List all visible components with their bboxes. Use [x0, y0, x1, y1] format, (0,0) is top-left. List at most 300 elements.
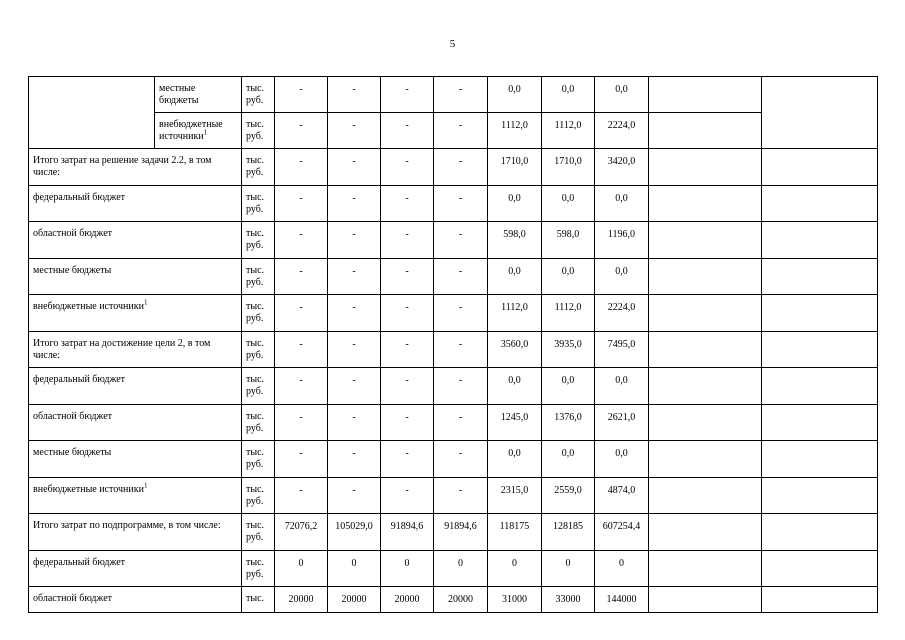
value-cell	[542, 514, 595, 551]
unit-cell-text: тыс. руб.	[246, 301, 265, 324]
value-cell-text: -	[299, 338, 303, 350]
value-cell-text: 0,0	[561, 375, 575, 386]
value-cell-text: -	[352, 338, 356, 350]
value-cell	[488, 295, 542, 332]
row-name-cell-text: федеральный бюджет	[33, 556, 126, 568]
unit-cell-text: тыс. руб.	[246, 410, 265, 434]
value-cell	[488, 441, 542, 478]
value-cell	[275, 368, 328, 405]
row-name-cell	[29, 441, 242, 478]
value-cell	[542, 368, 595, 405]
value-cell-text: 4874,0	[607, 484, 636, 496]
empty-cell	[762, 149, 878, 186]
value-cell-text: -	[299, 302, 303, 313]
value-cell	[595, 185, 649, 222]
value-cell	[595, 149, 649, 186]
value-cell-text: -	[299, 411, 303, 423]
value-cell	[488, 113, 542, 149]
value-cell	[381, 404, 434, 441]
footnote-marker: 1	[143, 298, 148, 307]
value-cell	[488, 514, 542, 551]
value-cell	[328, 587, 381, 613]
value-cell	[488, 185, 542, 222]
unit-cell	[242, 550, 275, 587]
unit-cell-text: тыс. руб.	[246, 264, 265, 288]
row-name-cell-text: внебюджетные источники	[33, 301, 144, 312]
row-name-cell-text: федеральный бюджет	[33, 191, 126, 203]
value-cell	[488, 258, 542, 295]
empty-cell	[649, 295, 762, 332]
unit-cell	[242, 113, 275, 149]
value-cell	[542, 550, 595, 587]
value-cell	[434, 295, 488, 332]
value-cell-text: -	[405, 484, 409, 496]
value-cell-text: 1112,0	[554, 302, 582, 313]
row-name-cell	[29, 587, 242, 613]
value-cell	[275, 185, 328, 222]
unit-cell	[242, 258, 275, 295]
row-name-cell-text: местные бюджеты	[159, 83, 199, 106]
budget-table	[28, 76, 878, 613]
value-cell-text: 598,0	[556, 229, 580, 240]
row-name-cell-text: федеральный бюджет	[33, 374, 126, 385]
value-cell	[275, 149, 328, 186]
value-cell	[275, 222, 328, 259]
value-cell	[595, 550, 649, 587]
value-cell-text: 0,0	[508, 84, 521, 95]
empty-cell	[762, 295, 878, 332]
value-cell	[328, 441, 381, 478]
value-cell-text: 0	[565, 557, 571, 569]
value-cell	[542, 331, 595, 368]
unit-cell-text: тыс. руб.	[246, 520, 265, 543]
value-cell	[275, 258, 328, 295]
value-cell-text: -	[405, 156, 409, 167]
value-cell	[488, 77, 542, 113]
value-cell-text: 0,0	[615, 192, 628, 204]
unit-cell	[242, 331, 275, 368]
table-row	[29, 514, 878, 551]
value-cell	[488, 587, 542, 613]
value-cell-text: -	[405, 448, 409, 459]
value-cell-text: -	[352, 411, 356, 423]
value-cell	[434, 77, 488, 113]
empty-cell	[649, 477, 762, 514]
table-row	[29, 185, 878, 222]
row-name-cell-text: областной бюджет	[33, 410, 113, 422]
value-cell-text: -	[405, 229, 409, 240]
row-name-cell-text: внебюджетные источники	[159, 119, 223, 142]
empty-cell	[762, 587, 878, 613]
row-name-cell-text: Итого затрат по подпрограмме, в том числе:	[33, 520, 221, 531]
value-cell	[328, 149, 381, 186]
value-cell-text: -	[458, 338, 463, 350]
value-cell-text: 33000	[555, 594, 581, 605]
value-cell-text: 0,0	[561, 84, 575, 95]
value-cell	[595, 113, 649, 149]
value-cell	[542, 113, 595, 149]
value-cell-text: 3420,0	[607, 156, 636, 167]
page-number: 5	[449, 38, 456, 50]
row-name-cell	[29, 331, 242, 368]
value-cell-text: -	[405, 302, 409, 313]
value-cell-text: 0,0	[508, 375, 521, 386]
empty-cell	[762, 514, 878, 551]
value-cell	[328, 295, 381, 332]
empty-cell	[649, 185, 762, 222]
table-row	[29, 550, 878, 587]
value-cell-text: 1112,0	[554, 120, 582, 131]
value-cell	[434, 331, 488, 368]
value-cell-text: -	[458, 84, 463, 95]
value-cell-text: 3560,0	[500, 338, 529, 350]
unit-cell	[242, 477, 275, 514]
value-cell-text: 2224,0	[607, 120, 636, 131]
value-cell-text: 0,0	[615, 375, 628, 386]
value-cell-text: 72076,2	[284, 521, 318, 532]
row-name-cell	[29, 295, 242, 332]
value-cell-text: 1376,0	[554, 411, 582, 423]
value-cell-text: 0,0	[508, 192, 521, 204]
value-cell-text: 0	[619, 557, 624, 569]
value-cell	[595, 331, 649, 368]
value-cell	[275, 77, 328, 113]
row-name-cell	[29, 185, 242, 222]
row-name-cell	[155, 77, 242, 113]
value-cell	[434, 404, 488, 441]
value-cell-text: -	[299, 156, 303, 167]
unit-cell	[242, 222, 275, 259]
unit-cell	[242, 149, 275, 186]
value-cell	[595, 441, 649, 478]
value-cell-text: -	[352, 229, 356, 240]
unit-cell	[242, 587, 275, 613]
value-cell	[542, 404, 595, 441]
value-cell	[328, 404, 381, 441]
value-cell	[275, 331, 328, 368]
table-row	[29, 477, 878, 514]
value-cell	[381, 550, 434, 587]
table-row	[29, 258, 878, 295]
value-cell	[434, 550, 488, 587]
empty-cell	[762, 258, 878, 295]
value-cell-text: 0,0	[615, 265, 628, 277]
empty-cell	[649, 77, 762, 113]
value-cell-text: -	[299, 265, 303, 277]
empty-cell	[762, 185, 878, 222]
value-cell	[275, 587, 328, 613]
row-name-cell-text: областной бюджет	[33, 593, 113, 604]
value-cell-text: 2224,0	[607, 302, 636, 313]
table-row	[29, 331, 878, 368]
value-cell	[328, 368, 381, 405]
table-row	[29, 149, 878, 186]
row-name-cell	[29, 514, 242, 551]
value-cell-text: 2559,0	[554, 484, 582, 496]
value-cell	[434, 368, 488, 405]
table-row	[29, 77, 878, 113]
value-cell	[488, 331, 542, 368]
unit-cell-text: тыс. руб.	[246, 228, 265, 251]
value-cell-text: 0,0	[561, 192, 575, 204]
value-cell-text: 1710,0	[554, 156, 582, 167]
empty-cell	[649, 258, 762, 295]
value-cell-text: 20000	[288, 594, 314, 605]
unit-cell	[242, 404, 275, 441]
value-cell	[328, 477, 381, 514]
value-cell	[488, 149, 542, 186]
value-cell-text: 0	[404, 557, 410, 569]
value-cell	[488, 404, 542, 441]
value-cell-text: 607254,4	[602, 521, 641, 532]
value-cell-text: 0	[298, 557, 304, 569]
value-cell-text: -	[352, 192, 356, 204]
value-cell-text: 2621,0	[607, 411, 636, 423]
value-cell	[381, 587, 434, 613]
unit-cell	[242, 185, 275, 222]
table-row	[29, 222, 878, 259]
value-cell	[328, 331, 381, 368]
value-cell	[488, 222, 542, 259]
value-cell	[328, 222, 381, 259]
value-cell	[328, 77, 381, 113]
value-cell	[434, 258, 488, 295]
value-cell-text: 31000	[502, 594, 527, 605]
value-cell-text: -	[352, 156, 356, 167]
value-cell	[434, 222, 488, 259]
empty-cell	[649, 149, 762, 186]
empty-cell	[762, 477, 878, 514]
empty-cell	[649, 550, 762, 587]
value-cell-text: -	[299, 375, 303, 386]
empty-cell	[762, 404, 878, 441]
value-cell	[542, 477, 595, 514]
value-cell	[275, 295, 328, 332]
value-cell-text: -	[458, 156, 463, 167]
value-cell-text: 91894,6	[444, 521, 477, 532]
value-cell-text: -	[352, 302, 356, 313]
empty-cell	[762, 331, 878, 368]
value-cell	[328, 113, 381, 149]
row-name-cell	[29, 550, 242, 587]
value-cell	[381, 222, 434, 259]
value-cell	[381, 477, 434, 514]
merged-empty-cell-right	[762, 77, 878, 149]
value-cell-text: 20000	[394, 594, 420, 605]
value-cell	[542, 185, 595, 222]
value-cell	[381, 113, 434, 149]
empty-cell	[649, 331, 762, 368]
value-cell-text: -	[352, 448, 356, 459]
table-row	[29, 441, 878, 478]
value-cell	[595, 587, 649, 613]
value-cell-text: -	[299, 448, 303, 459]
value-cell	[434, 185, 488, 222]
empty-cell	[762, 550, 878, 587]
value-cell-text: 0,0	[561, 448, 575, 459]
empty-cell	[649, 441, 762, 478]
value-cell	[488, 368, 542, 405]
value-cell	[328, 514, 381, 551]
value-cell-text: -	[458, 192, 463, 204]
value-cell-text: 20000	[448, 594, 473, 605]
value-cell	[328, 258, 381, 295]
row-name-cell	[29, 149, 242, 186]
value-cell-text: -	[458, 448, 463, 459]
value-cell	[328, 550, 381, 587]
value-cell-text: 91894,6	[390, 521, 424, 532]
empty-cell	[762, 368, 878, 405]
value-cell	[381, 185, 434, 222]
unit-cell	[242, 77, 275, 113]
value-cell	[542, 258, 595, 295]
value-cell-text: -	[299, 484, 303, 496]
row-name-cell-text: Итого затрат на достижение цели 2, в том числе:	[33, 337, 211, 361]
value-cell-text: -	[299, 229, 303, 240]
empty-cell	[762, 441, 878, 478]
row-name-cell-text: местные бюджеты	[33, 264, 112, 276]
value-cell-text: 1196,0	[607, 229, 636, 240]
value-cell-text: -	[299, 192, 303, 204]
value-cell-text: -	[458, 411, 463, 423]
value-cell	[595, 258, 649, 295]
value-cell	[381, 258, 434, 295]
row-name-cell	[29, 258, 242, 295]
table-row	[29, 113, 878, 149]
value-cell	[381, 77, 434, 113]
value-cell-text: 1112,0	[501, 120, 528, 131]
value-cell-text: -	[405, 375, 409, 386]
unit-cell	[242, 514, 275, 551]
value-cell	[595, 477, 649, 514]
value-cell	[542, 222, 595, 259]
value-cell	[434, 587, 488, 613]
value-cell	[275, 477, 328, 514]
value-cell-text: 105029,0	[335, 521, 373, 532]
unit-cell-text: тыс. руб.	[246, 447, 265, 470]
value-cell	[328, 185, 381, 222]
footnote-marker: 1	[143, 481, 148, 490]
value-cell	[488, 477, 542, 514]
value-cell	[275, 113, 328, 149]
value-cell-text: 0,0	[508, 265, 521, 277]
table-row	[29, 295, 878, 332]
value-cell	[542, 441, 595, 478]
value-cell	[542, 295, 595, 332]
value-cell	[381, 295, 434, 332]
row-name-cell	[155, 113, 242, 149]
value-cell	[275, 404, 328, 441]
value-cell-text: -	[352, 120, 356, 131]
value-cell	[381, 149, 434, 186]
empty-cell	[649, 222, 762, 259]
value-cell	[434, 441, 488, 478]
value-cell-text: -	[458, 265, 463, 277]
value-cell	[595, 404, 649, 441]
value-cell-text: 144000	[606, 594, 637, 605]
value-cell-text: 1710,0	[500, 156, 529, 167]
value-cell-text: 1245,0	[500, 411, 529, 423]
value-cell	[381, 514, 434, 551]
value-cell	[595, 295, 649, 332]
value-cell	[275, 441, 328, 478]
value-cell-text: 0,0	[508, 448, 521, 459]
empty-cell	[762, 222, 878, 259]
value-cell-text: 0,0	[561, 265, 575, 277]
empty-cell	[649, 368, 762, 405]
unit-cell-text: тыс. руб.	[246, 374, 265, 397]
unit-cell-text: тыс. руб.	[246, 483, 265, 507]
value-cell	[595, 77, 649, 113]
value-cell-text: 0	[458, 557, 463, 569]
empty-cell	[649, 514, 762, 551]
value-cell-text: -	[458, 302, 463, 313]
value-cell	[434, 514, 488, 551]
value-cell-text: -	[352, 84, 356, 95]
unit-cell	[242, 368, 275, 405]
row-name-cell-text: областной бюджет	[33, 228, 113, 239]
value-cell	[542, 77, 595, 113]
value-cell	[595, 368, 649, 405]
value-cell	[275, 550, 328, 587]
table-row	[29, 368, 878, 405]
value-cell	[595, 222, 649, 259]
row-name-cell	[29, 404, 242, 441]
value-cell-text: 2315,0	[500, 484, 529, 496]
value-cell-text: -	[352, 375, 356, 386]
value-cell-text: -	[352, 265, 356, 277]
value-cell-text: 1112,0	[501, 302, 528, 313]
value-cell-text: -	[405, 411, 409, 423]
value-cell-text: -	[458, 484, 463, 496]
value-cell	[275, 514, 328, 551]
value-cell	[542, 149, 595, 186]
value-cell-text: -	[458, 375, 463, 386]
value-cell-text: -	[405, 120, 409, 131]
value-cell	[381, 368, 434, 405]
unit-cell-text: тыс.	[246, 593, 265, 604]
row-name-cell	[29, 368, 242, 405]
value-cell	[381, 441, 434, 478]
value-cell-text: -	[352, 484, 356, 496]
row-name-cell-text: внебюджетные источники	[33, 483, 144, 495]
table-row	[29, 404, 878, 441]
value-cell	[381, 331, 434, 368]
value-cell-text: -	[405, 265, 409, 277]
row-name-cell-text: местные бюджеты	[33, 447, 112, 458]
unit-cell-text: тыс. руб.	[246, 337, 265, 361]
unit-cell-text: тыс. руб.	[246, 191, 265, 215]
value-cell-text: 598,0	[503, 229, 526, 240]
unit-cell-text: тыс. руб.	[246, 119, 265, 142]
value-cell-text: -	[458, 120, 463, 131]
value-cell-text: 0	[512, 557, 517, 569]
table-row	[29, 587, 878, 613]
row-name-cell	[29, 222, 242, 259]
value-cell-text: -	[405, 338, 409, 350]
value-cell-text: 7495,0	[607, 338, 636, 350]
value-cell-text: 20000	[341, 594, 367, 605]
value-cell-text: -	[405, 192, 409, 204]
value-cell	[488, 550, 542, 587]
row-name-cell-text: Итого затрат на решение задачи 2.2, в том числе:	[33, 155, 212, 178]
value-cell	[542, 587, 595, 613]
unit-cell-text: тыс. руб.	[246, 155, 265, 178]
value-cell	[595, 514, 649, 551]
value-cell-text: 118175	[499, 521, 530, 532]
value-cell-text: 0	[351, 557, 357, 569]
value-cell-text: -	[299, 120, 303, 131]
